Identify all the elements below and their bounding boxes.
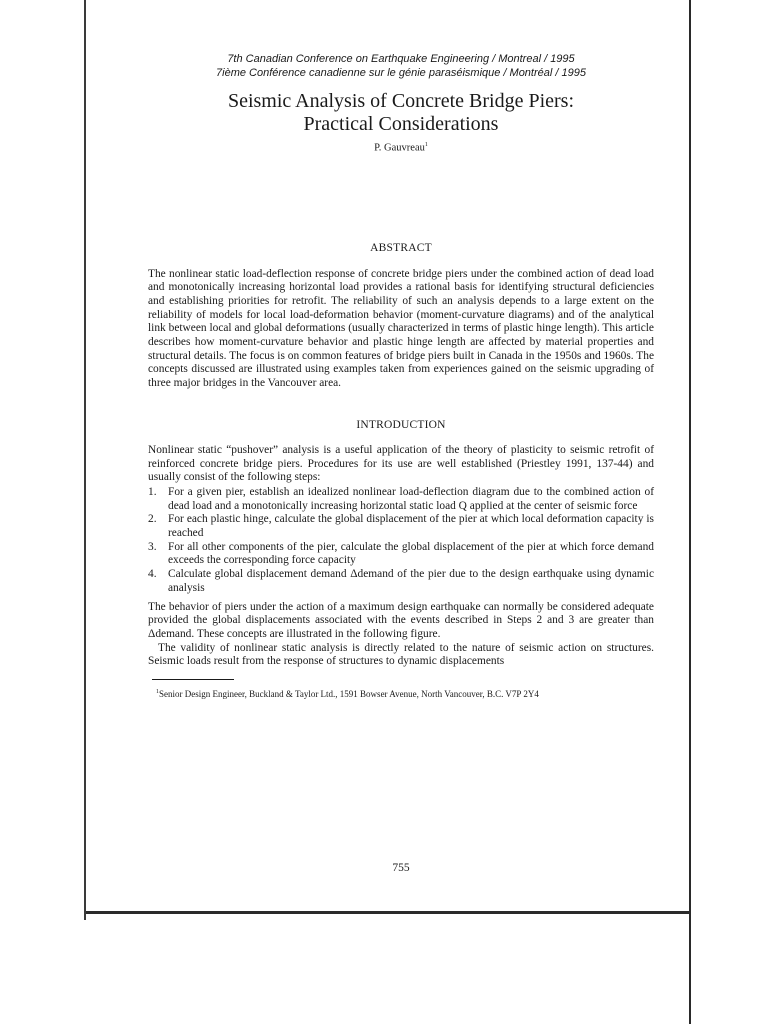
footnote-divider	[152, 679, 234, 680]
footnote-text: Senior Design Engineer, Buckland & Taylor Ltd., 1591 Bowser Avenue, North Vancouver, B.C. V7P 2Y4	[159, 689, 539, 700]
list-item	[148, 541, 654, 568]
step-text: For a given pier, establish an idealized nonlinear load-deflection diagram due to the combined action of dead load and a monotonically increasing horizontal static load Q applied at the center of seismic force	[168, 485, 654, 512]
scan-bottom-edge-line	[86, 911, 690, 914]
intro-paragraph-1: Nonlinear static “pushover” analysis is a useful application of the theory of plasticity to seismic retrofit of reinforced concrete bridge piers. Procedures for its use are well established (Priestley 1991, 137-44) and usually consist of the following steps:	[148, 443, 654, 484]
list-item	[148, 486, 654, 513]
step-number: 4.	[148, 568, 157, 581]
conference-header-english: 7th Canadian Conference on Earthquake Engineering / Montreal / 1995	[227, 53, 575, 65]
steps-list	[148, 486, 654, 596]
paper-page	[148, 52, 654, 699]
step-text: For all other components of the pier, calculate the global displacement of the pier at which force demand exceeds the corresponding force capacity	[168, 540, 654, 567]
step-number: 1.	[148, 485, 157, 498]
conference-header-french: 7ième Conférence canadienne sur le génie paraséismique / Montréal / 1995	[216, 67, 586, 79]
author-footnote-mark: 1	[424, 142, 428, 148]
scan-right-edge-line	[689, 0, 691, 1024]
author-name: P. Gauvreau	[374, 142, 425, 154]
page-number: 755	[392, 862, 410, 874]
title-line-2: Practical Considerations	[303, 113, 499, 135]
list-item	[148, 568, 654, 595]
footnote-mark: 1	[156, 689, 159, 696]
step-text: Calculate global displacement demand Δdemand of the pier due to the design earthquake using dynamic analysis	[168, 568, 654, 594]
intro-paragraph-3: The validity of nonlinear static analysis is directly related to the nature of seismic action on structures. Seismic loads result from the response of structures to dynamic displacements	[148, 641, 654, 668]
title-line-1: Seismic Analysis of Concrete Bridge Piers:	[227, 90, 575, 112]
abstract-text: The nonlinear static load-deflection response of concrete bridge piers under the combined action of dead load and monotonically increasing horizontal load provides a rational basis for identifying structural deficiencies and establishing priorities for retrofit. The reliability of such an analysis depends to a large extent on the reliability of models for local load-deformation behavior (moment-curvature diagrams) and of the analytical link between local and global deformations (usually characterized in terms of plastic hinge length). This article describes how moment-curvature behavior and plastic hinge length are affected by material properties and structural details. The focus is on common features of bridge piers built in Canada in the 1950s and 1960s. The concepts discussed are illustrated using examples taken from experiences gained on the seismic upgrading of three major bridges in the Vancouver area.	[148, 267, 654, 390]
author	[148, 142, 654, 154]
step-text: For each plastic hinge, calculate the global displacement of the pier at which local deformation capacity is reached	[168, 513, 654, 540]
paper-title	[148, 90, 654, 136]
footnote	[148, 689, 654, 699]
scan-left-edge-line	[84, 0, 86, 920]
introduction-heading: INTRODUCTION	[356, 418, 446, 431]
step-number: 2.	[148, 513, 157, 526]
list-item	[148, 513, 654, 540]
intro-paragraph-2: The behavior of piers under the action of a maximum design earthquake can normally be considered adequate provided the global displacements associated with the events described in Steps 2 and 3 are greater than Δdemand. These concepts are illustrated in the following figure.	[148, 600, 654, 640]
abstract-heading: ABSTRACT	[370, 241, 432, 254]
step-number: 3.	[148, 540, 157, 553]
